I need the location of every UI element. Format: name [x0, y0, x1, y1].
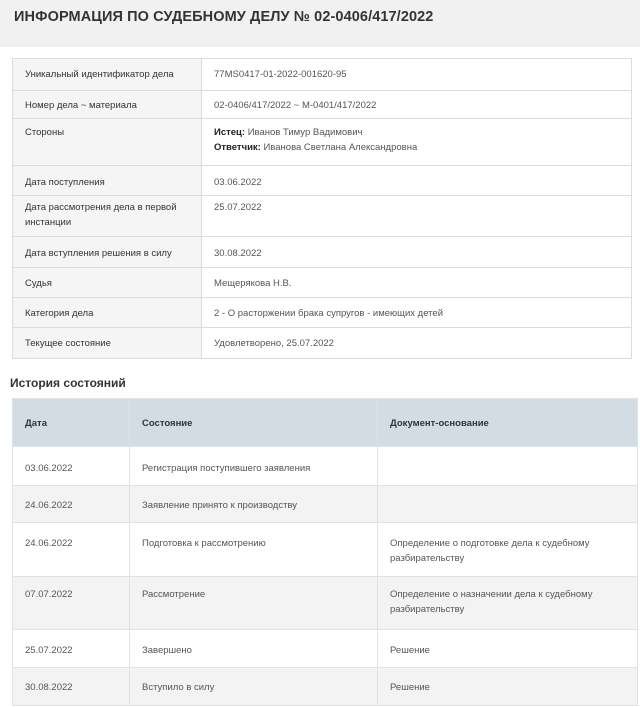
- table-row: [13, 668, 638, 706]
- row-state: Завершено: [130, 630, 378, 668]
- row-document: Определение о подготовке дела к судебному разбирательству: [378, 523, 638, 577]
- case-info-table: [12, 58, 632, 359]
- info-label: Дата вступления решения в силу: [13, 237, 202, 268]
- table-row: [13, 577, 638, 630]
- info-value-parties: [202, 119, 632, 166]
- row-date: 25.07.2022: [13, 630, 130, 668]
- defendant-name: Иванова Светлана Александровна: [260, 142, 418, 153]
- row-date: 07.07.2022: [13, 577, 130, 630]
- info-label: Дата поступления: [13, 166, 202, 196]
- table-row: [13, 523, 638, 577]
- info-label: Уникальный идентификатор дела: [13, 59, 202, 91]
- info-row-received: [13, 166, 632, 196]
- info-label: Судья: [13, 268, 202, 298]
- column-header-document: Документ-основание: [378, 399, 638, 447]
- info-value: 30.08.2022: [202, 237, 632, 268]
- defendant: [214, 140, 619, 155]
- info-row-parties: [13, 119, 632, 166]
- info-value: 02-0406/417/2022 ~ М-0401/417/2022: [202, 91, 632, 119]
- row-document: Решение: [378, 630, 638, 668]
- info-row-status: [13, 328, 632, 359]
- info-label: Номер дела ~ материала: [13, 91, 202, 119]
- info-value: 77MS0417-01-2022-001620-95: [202, 59, 632, 91]
- row-document: [378, 447, 638, 486]
- info-value: 25.07.2022: [202, 196, 632, 237]
- row-state: Вступило в силу: [130, 668, 378, 706]
- info-row-uid: [13, 59, 632, 91]
- row-state: Рассмотрение: [130, 577, 378, 630]
- info-value: 03.06.2022: [202, 166, 632, 196]
- info-row-number: [13, 91, 632, 119]
- table-row: [13, 447, 638, 486]
- row-document: Решение: [378, 668, 638, 706]
- row-date: 03.06.2022: [13, 447, 130, 486]
- info-row-effective: [13, 237, 632, 268]
- row-date: 30.08.2022: [13, 668, 130, 706]
- info-label: Стороны: [13, 119, 202, 166]
- info-value: Удовлетворено, 25.07.2022: [202, 328, 632, 359]
- info-value: Мещерякова Н.В.: [202, 268, 632, 298]
- history-title: История состояний: [10, 376, 126, 390]
- row-document: Определение о назначении дела к судебному разбирательству: [378, 577, 638, 630]
- info-label: Категория дела: [13, 298, 202, 328]
- table-row: [13, 486, 638, 523]
- plaintiff: [214, 125, 619, 140]
- column-header-date: Дата: [13, 399, 130, 447]
- row-date: 24.06.2022: [13, 523, 130, 577]
- info-row-hearing: [13, 196, 632, 237]
- info-value: 2 - О расторжении брака супругов - имеющих детей: [202, 298, 632, 328]
- info-row-judge: [13, 268, 632, 298]
- info-label: Дата рассмотрения дела в первой инстанции: [13, 196, 202, 237]
- table-row: [13, 630, 638, 668]
- row-date: 24.06.2022: [13, 486, 130, 523]
- page-title: ИНФОРМАЦИЯ ПО СУДЕБНОМУ ДЕЛУ № 02-0406/417/2022: [14, 9, 434, 25]
- row-state: Заявление принято к производству: [130, 486, 378, 523]
- history-header-row: [13, 399, 638, 447]
- info-row-category: [13, 298, 632, 328]
- plaintiff-name: Иванов Тимур Вадимович: [245, 127, 363, 138]
- defendant-label: Ответчик:: [214, 142, 261, 153]
- row-state: Регистрация поступившего заявления: [130, 447, 378, 486]
- info-label: Текущее состояние: [13, 328, 202, 359]
- plaintiff-label: Истец:: [214, 127, 246, 138]
- column-header-state: Состояние: [130, 399, 378, 447]
- row-state: Подготовка к рассмотрению: [130, 523, 378, 577]
- row-document: [378, 486, 638, 523]
- history-table: [12, 398, 638, 706]
- page-header: [0, 0, 640, 47]
